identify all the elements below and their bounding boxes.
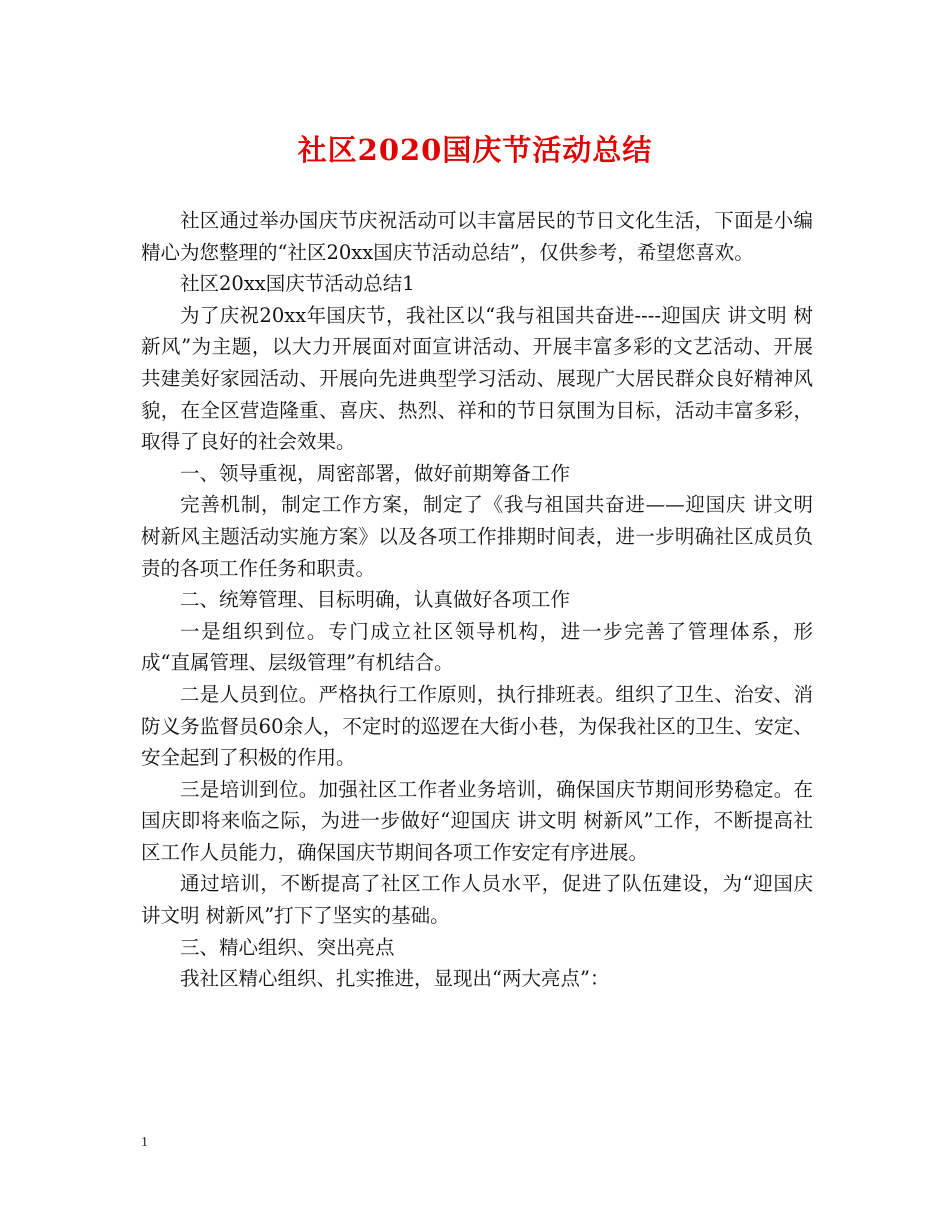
paragraph: 一是组织到位。专门成立社区领导机构，进一步完善了管理体系，形成“直属管理、层级管理”有机结合。 xyxy=(141,619,813,675)
paragraph: 我社区精心组织、扎实推进，显现出“两大亮点”： xyxy=(180,967,610,991)
paragraph: 社区20xx国庆节活动总结1 xyxy=(180,272,415,296)
paragraph: 二是人员到位。严格执行工作原则，执行排班表。组织了卫生、治安、消防义务监督员60余人，不定时的巡逻在大街小巷，为保我社区的卫生、安定、安全起到了积极的作用。 xyxy=(141,682,813,770)
paragraph: 社区通过举办国庆节庆祝活动可以丰富居民的节日文化生活，下面是小编精心为您整理的“社区20xx国庆节活动总结”，仅供参考，希望您喜欢。 xyxy=(141,209,813,264)
paragraph: 完善机制，制定工作方案，制定了《我与祖国共奋进——迎国庆 讲文明 树新风主题活动实施方案》以及各项工作排期时间表，进一步明确社区成员负责的各项工作任务和职责。 xyxy=(141,493,813,580)
document-title: 社区2020国庆节活动总结 xyxy=(297,133,653,167)
section-heading: 三、精心组织、突出亮点 xyxy=(180,935,395,959)
section-heading: 二、统筹管理、目标明确，认真做好各项工作 xyxy=(180,588,571,612)
paragraph: 通过培训，不断提高了社区工作人员水平，促进了队伍建设，为“迎国庆 讲文明 树新风”打下了坚实的基础。 xyxy=(141,872,813,928)
document-body xyxy=(141,205,813,995)
paragraph: 三是培训到位。加强社区工作者业务培训，确保国庆节期间形势稳定。在国庆即将来临之际，为进一步做好“迎国庆 讲文明 树新风”工作，不断提高社区工作人员能力，确保国庆节期间各项工作安定有序进展。 xyxy=(141,777,813,864)
paragraph: 为了庆祝20xx年国庆节，我社区以“我与祖国共奋进----迎国庆 讲文明 树新风”为主题，以大力开展面对面宣讲活动、开展丰富多彩的文艺活动、开展共建美好家园活动、开展向先进典型学习活动、展现广大居民群众良好精神风貌，在全区营造隆重、喜庆、热烈、祥和的节日氛围为目标，活动丰富多彩，取得了良好的社会效果。 xyxy=(141,303,813,454)
section-heading: 一、领导重视，周密部署，做好前期筹备工作 xyxy=(180,461,571,485)
page-number: 1 xyxy=(141,1135,148,1150)
